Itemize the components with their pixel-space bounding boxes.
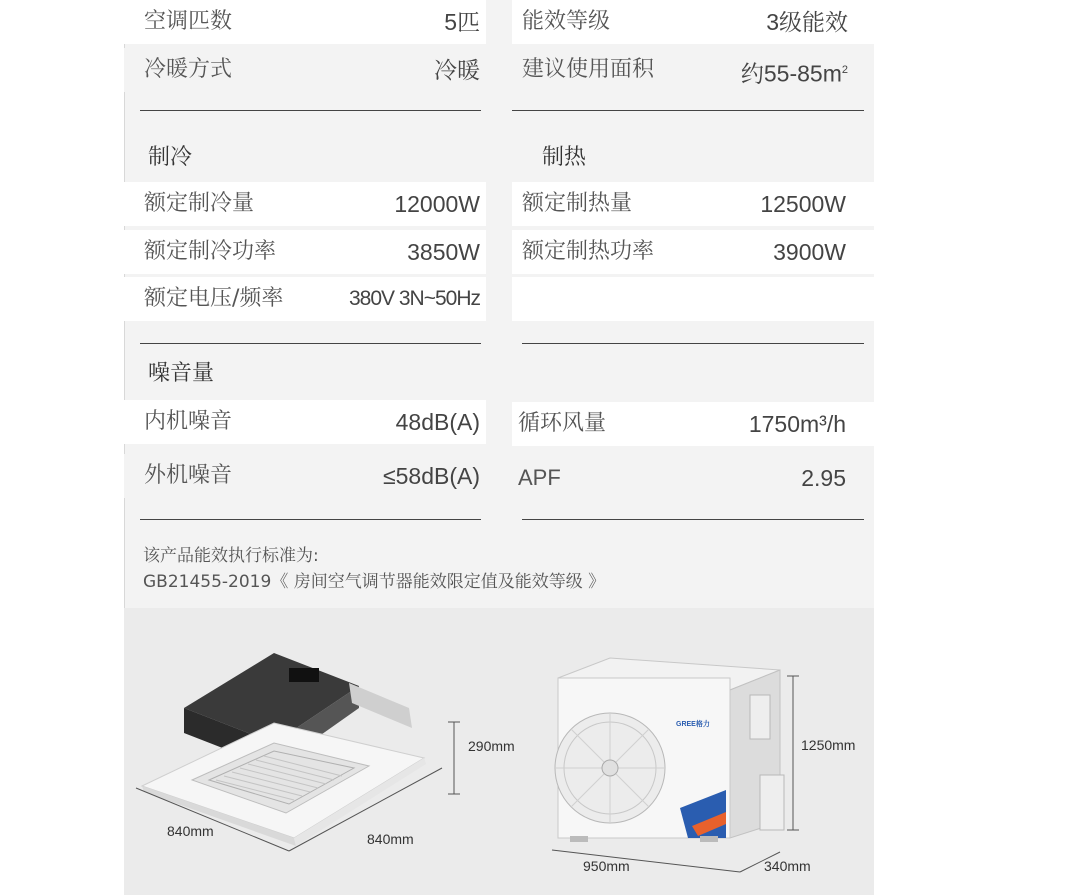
spec-row-cooling-power	[124, 230, 486, 274]
spec-row-indoor-noise	[124, 400, 486, 444]
spec-value: 3900W	[773, 239, 846, 265]
outdoor-height-label: 1250mm	[801, 737, 856, 753]
outdoor-depth-label: 340mm	[764, 858, 811, 874]
indoor-depth-label: 840mm	[367, 831, 414, 847]
spec-label: 外机噪音	[144, 463, 233, 488]
spec-row-apf	[512, 456, 874, 500]
spec-value: 约$55-85m^2$	[740, 60, 848, 87]
spec-value: 冷暖	[434, 57, 480, 83]
section-title-noise: 噪音量	[148, 361, 215, 386]
divider	[140, 110, 481, 111]
spec-value: 3级能效	[766, 9, 848, 35]
divider	[140, 343, 481, 344]
spec-value: 1750m³/h	[748, 411, 846, 437]
spec-label: 内机噪音	[144, 409, 233, 434]
spec-value: 5匹	[444, 9, 480, 35]
spec-row-voltage	[124, 277, 486, 321]
spec-row-airflow	[512, 402, 874, 446]
spec-row-mode	[124, 48, 486, 92]
spec-label: 额定制热量	[522, 191, 633, 216]
outdoor-brand-logo: GREE格力	[676, 721, 710, 728]
section-title-cooling: 制冷	[148, 145, 193, 170]
spec-value: 12000W	[394, 191, 480, 217]
standard-note-line1: 该产品能效执行标准为:	[143, 546, 319, 566]
spec-label: APF	[518, 465, 561, 490]
spec-label: 额定制冷功率	[144, 239, 277, 264]
divider	[522, 519, 864, 520]
spec-label: 额定制冷量	[144, 191, 255, 216]
indoor-width-label: 840mm	[167, 823, 214, 839]
spec-label: 冷暖方式	[144, 57, 233, 82]
indoor-height-label: 290mm	[468, 738, 515, 754]
standard-note-line2: GB21455-2019《 房间空气调节器能效限定值及能效等级 》	[143, 572, 606, 592]
spec-row-area	[512, 48, 874, 92]
spec-value: ≤58dB(A)	[383, 463, 480, 489]
spec-label: 额定电压/频率	[144, 286, 284, 311]
spec-row-outdoor-noise	[124, 454, 486, 498]
spec-label: 空调匹数	[144, 9, 233, 34]
spec-row-empty	[512, 277, 874, 321]
spec-value: 48dB(A)	[395, 409, 480, 435]
spec-row-cooling-capacity	[124, 182, 486, 226]
spec-value: 2.95	[801, 465, 846, 491]
spec-row-heating-power	[512, 230, 874, 274]
section-title-heating: 制热	[542, 145, 587, 170]
outdoor-width-label: 950mm	[583, 858, 630, 874]
spec-value: 3850W	[407, 239, 480, 265]
spec-label: 循环风量	[518, 411, 607, 436]
spec-value: 380V 3N~50Hz	[348, 287, 480, 310]
spec-label: 额定制热功率	[522, 239, 655, 264]
spec-row-energy-grade	[512, 0, 874, 44]
outdoor-unit-image	[540, 640, 870, 895]
divider	[140, 519, 481, 520]
spec-row-horsepower	[124, 0, 486, 44]
spec-row-heating-capacity	[512, 182, 874, 226]
divider	[512, 110, 864, 111]
spec-value: 12500W	[760, 191, 846, 217]
spec-label: 建议使用面积	[522, 57, 655, 82]
divider	[522, 343, 864, 344]
spec-label: 能效等级	[522, 9, 611, 34]
